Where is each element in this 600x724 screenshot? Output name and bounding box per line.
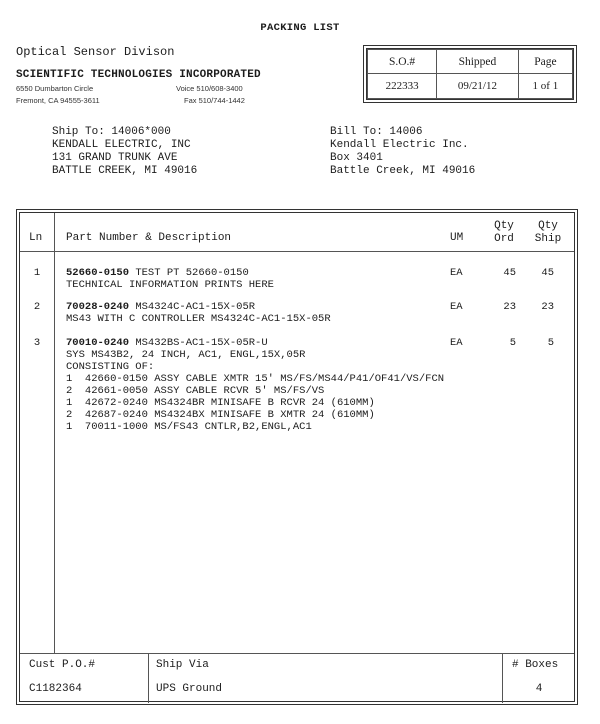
- ship-to-line: 131 GRAND TRUNK AVE: [52, 152, 178, 164]
- column-divider: [54, 213, 55, 653]
- line-item: [66, 337, 444, 433]
- part-description: MS432BS-AC1-15X-05R-U: [135, 337, 268, 349]
- ship-to-line: KENDALL ELECTRIC, INC: [52, 139, 191, 151]
- part-number: 52660-0150: [66, 267, 130, 279]
- page-label: Page: [518, 50, 572, 74]
- ship-via-label: Ship Via: [156, 659, 209, 671]
- division-name: Optical Sensor Divison: [16, 45, 175, 59]
- line-item: [66, 301, 331, 325]
- ship-to-address: [52, 126, 197, 178]
- bill-to-line: Kendall Electric Inc.: [330, 139, 469, 151]
- description-line: MS43 WITH C CONTROLLER MS4324C-AC1-15X-05R: [66, 313, 331, 325]
- page-number: 1 of 1: [518, 74, 572, 99]
- so-number: 222333: [368, 74, 437, 99]
- footer-divider: [20, 653, 574, 654]
- col-header-um: UM: [450, 232, 464, 244]
- ship-to-line: BATTLE CREEK, MI 49016: [52, 165, 198, 177]
- part-description: MS4324C-AC1-15X-05R: [135, 301, 256, 313]
- description-line: TECHNICAL INFORMATION PRINTS HERE: [66, 279, 274, 291]
- footer-column-divider: [148, 653, 149, 703]
- part-number: 70010-0240: [66, 337, 130, 349]
- col-header-qty-ord-line: Qty: [494, 220, 514, 232]
- unit-measure: EA: [450, 267, 463, 279]
- part-description: TEST PT 52660-0150: [135, 267, 249, 279]
- boxes-count: 4: [535, 683, 543, 695]
- bill-to-address: [330, 126, 475, 178]
- description-line: CONSISTING OF:: [66, 361, 155, 373]
- ship-via-value: UPS Ground: [156, 683, 223, 695]
- company-voice: Voice 510/608-3400: [176, 84, 243, 93]
- document-title: PACKING LIST: [260, 22, 340, 34]
- footer-column-divider: [502, 653, 503, 703]
- qty-shipped: 23: [541, 301, 554, 313]
- col-header-qty-ord-line: Ord: [494, 233, 514, 245]
- qty-ordered: 45: [503, 267, 516, 279]
- line-number: 3: [33, 337, 41, 349]
- qty-shipped: 5: [547, 337, 554, 349]
- bill-to-line: Box 3401: [330, 152, 383, 164]
- order-info-box: [366, 48, 574, 100]
- col-header-qty-ship-line: Ship: [534, 233, 562, 245]
- col-header-qty-ord: [492, 220, 516, 246]
- items-table: [19, 212, 575, 702]
- line-item: [66, 267, 274, 291]
- boxes-label: # Boxes: [512, 659, 559, 671]
- component-line: 2 42687-0240 MS4324BX MINISAFE B XMTR 24 (610MM): [66, 409, 375, 421]
- component-line: 1 42672-0240 MS4324BR MINISAFE B RCVR 24 (610MM): [66, 397, 375, 409]
- col-header-qty-ship: [532, 220, 564, 246]
- col-header-qty-ship-line: Qty: [538, 220, 558, 232]
- company-street: 6550 Dumbarton Circle: [16, 84, 94, 93]
- shipped-date: 09/21/12: [437, 74, 519, 99]
- col-header-part: Part Number & Description: [66, 232, 232, 244]
- shipped-label: Shipped: [437, 50, 519, 74]
- cust-po-label: Cust P.O.#: [29, 659, 96, 671]
- company-name: SCIENTIFIC TECHNOLOGIES INCORPORATED: [16, 69, 261, 81]
- unit-measure: EA: [450, 337, 463, 349]
- line-number: 1: [33, 267, 41, 279]
- company-city: Fremont, CA 94555-3611: [16, 96, 100, 105]
- part-number: 70028-0240: [66, 301, 130, 313]
- line-number: 2: [33, 301, 41, 313]
- qty-ordered: 5: [509, 337, 516, 349]
- so-label: S.O.#: [368, 50, 437, 74]
- cust-po-number: C1182364: [29, 683, 82, 695]
- component-line: 2 42661-0050 ASSY CABLE RCVR 5' MS/FS/VS: [66, 385, 325, 397]
- bill-to-line: Bill To: 14006: [330, 126, 423, 138]
- component-line: 1 42660-0150 ASSY CABLE XMTR 15' MS/FS/MS44/P41/OF41/VS/FCN: [66, 373, 445, 385]
- component-line: 1 70011-1000 MS/FS43 CNTLR,B2,ENGL,AC1: [66, 421, 312, 433]
- description-line: SYS MS43B2, 24 INCH, AC1, ENGL,15X,05R: [66, 349, 306, 361]
- qty-shipped: 45: [541, 267, 554, 279]
- unit-measure: EA: [450, 301, 463, 313]
- ship-to-line: Ship To: 14006*000: [52, 126, 171, 138]
- col-header-ln: Ln: [29, 232, 43, 244]
- bill-to-line: Battle Creek, MI 49016: [330, 165, 476, 177]
- header-divider: [20, 251, 574, 252]
- qty-ordered: 23: [503, 301, 516, 313]
- company-fax: Fax 510/744-1442: [184, 96, 245, 105]
